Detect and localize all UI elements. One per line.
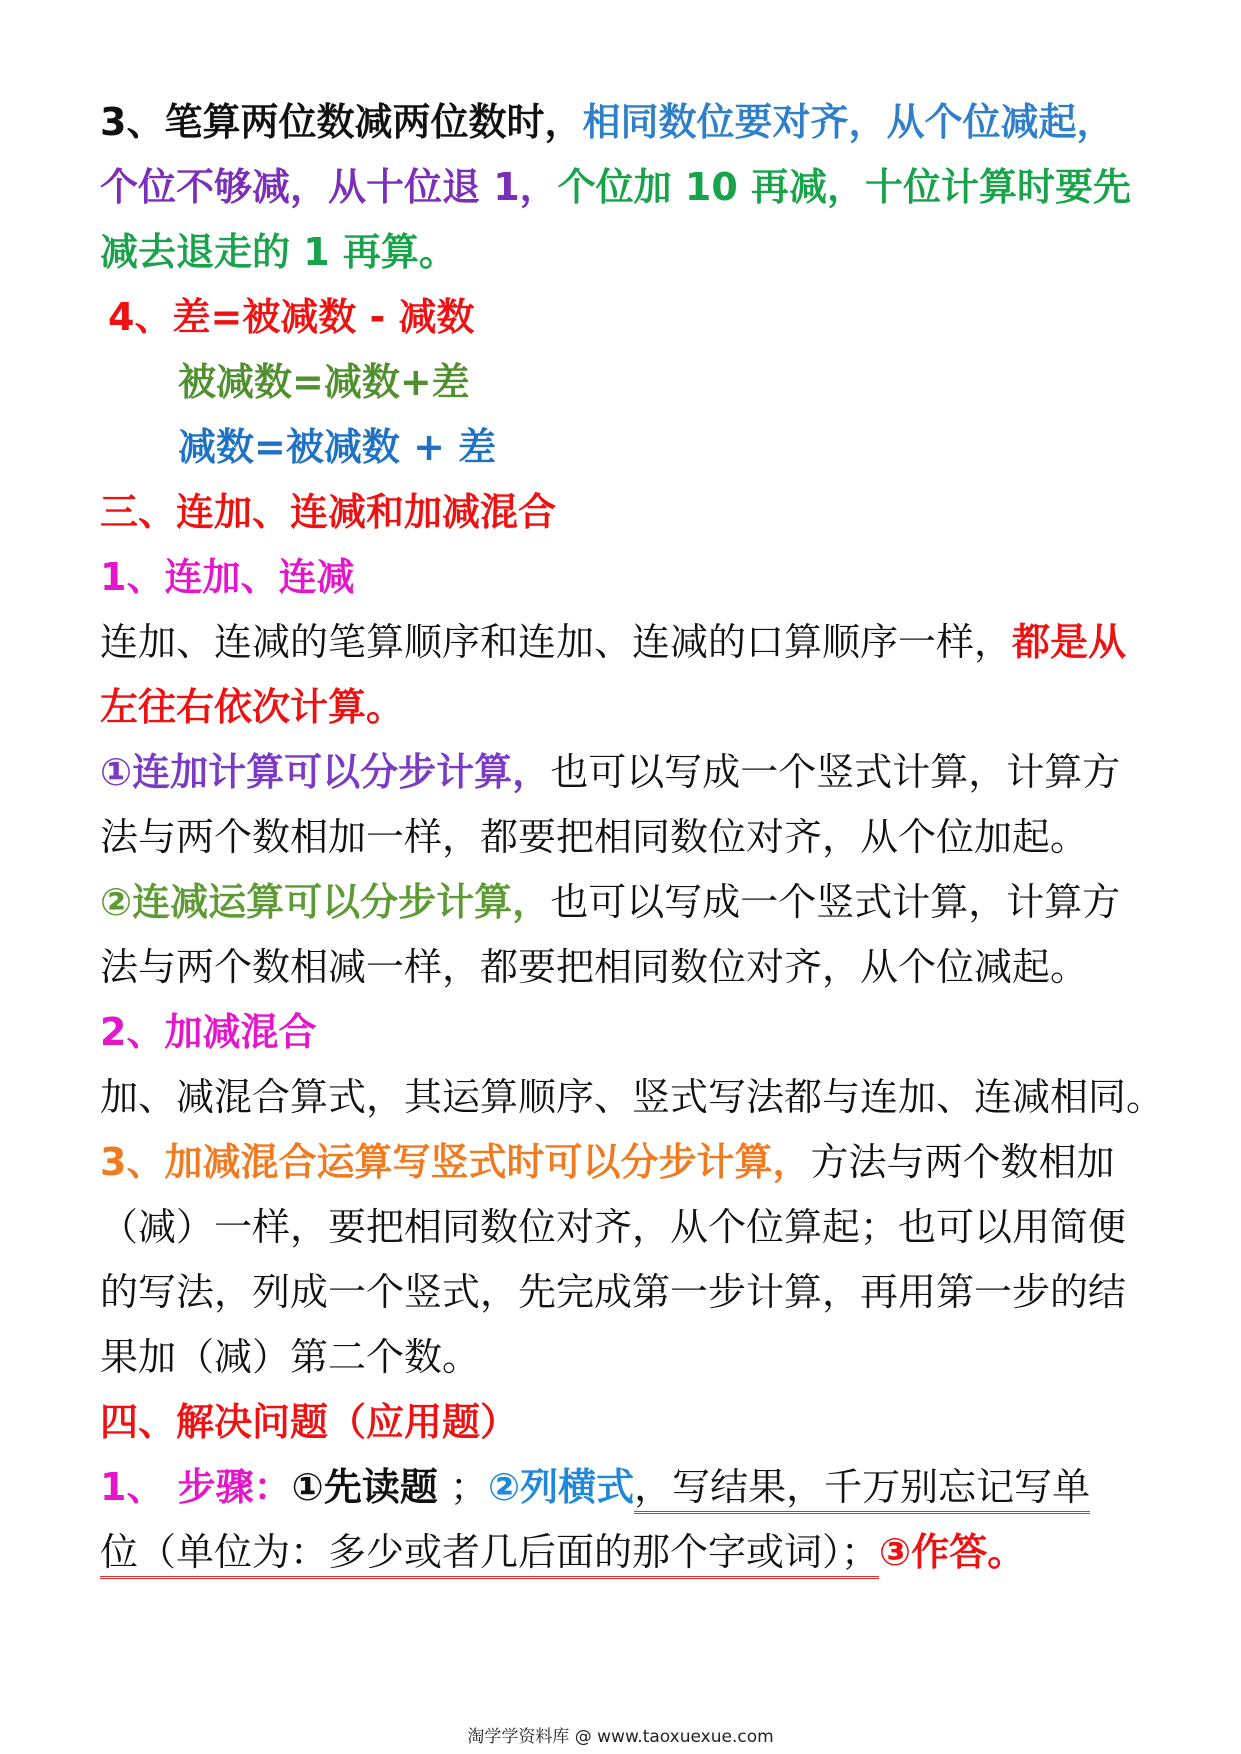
item3-line2: [100, 155, 1150, 220]
p2-line1: [100, 740, 1150, 805]
p1-line1-emphasis: 都是从: [1012, 620, 1127, 664]
p5-line3: 的写法，列成一个竖式，先完成第一步计算，再用第一步的结: [100, 1270, 1127, 1314]
item3-line1-blue: 相同数位要对齐，从个位减起，: [582, 100, 1115, 144]
p2-line2: 法与两个数相加一样，都要把相同数位对齐，从个位加起。: [100, 815, 1089, 859]
p3-line1-text: 也可以写成一个竖式计算，计算方: [550, 880, 1121, 924]
item4-formula2: 减数=被减数 + 差: [178, 425, 497, 469]
p1-line2: 左往右依次计算。: [100, 685, 405, 729]
p5-line2: （减）一样，要把相同数位对齐，从个位算起；也可以用简便: [100, 1205, 1127, 1249]
steps-separator: ；: [437, 1465, 488, 1509]
section-three-sub1-title: 1、连加、连减: [100, 555, 355, 599]
p3-line1-emphasis: ②连减运算可以分步计算，: [100, 880, 551, 924]
section-four-heading: 四、解决问题（应用题）: [100, 1400, 519, 1444]
p2-line1-text: 也可以写成一个竖式计算，计算方: [550, 750, 1121, 794]
section-three-heading: 三、连加、连减和加减混合: [100, 490, 557, 534]
p4-line1: 加、减混合算式，其运算顺序、竖式写法都与连加、连减相同。: [100, 1075, 1165, 1119]
footer-watermark: 淘学学资料库 @ www.taoxuexue.com: [467, 1727, 774, 1747]
p1-line1-text: 连加、连减的笔算顺序和连加、连减的口算顺序一样，: [100, 620, 1013, 664]
item3-line2-green: 个位加 10 再减，十位计算时要先: [557, 165, 1132, 209]
steps-line1: [100, 1455, 1150, 1520]
p3-line1: [100, 870, 1150, 935]
steps-line2-underlined: 位（单位为：多少或者几后面的那个字或词）；: [100, 1530, 879, 1579]
section-three-sub2-title: 2、加减混合: [100, 1010, 317, 1054]
p2-line1-emphasis: ①连加计算可以分步计算，: [100, 750, 551, 794]
item3-line3: 减去退走的 1 再算。: [100, 230, 457, 274]
p3-line2: 法与两个数相减一样，都要把相同数位对齐，从个位减起。: [100, 945, 1089, 989]
step2-rest-underlined: ，写结果，千万别忘记写单: [634, 1465, 1090, 1514]
step1-read: ①先读题: [291, 1465, 438, 1509]
p5-line1-text: 方法与两个数相加: [810, 1140, 1115, 1184]
item3-line1-black: 3、笔算两位数减两位数时，: [100, 100, 583, 144]
item3-line2-purple: 个位不够减，从十位退 1，: [100, 165, 558, 209]
item4-title: 4、差=被减数 - 减数: [108, 295, 475, 339]
p5-line1-emphasis: 3、加减混合运算写竖式时可以分步计算，: [100, 1140, 811, 1184]
step2-equation: ②列横式: [487, 1465, 635, 1509]
document-page: [100, 90, 1165, 1585]
p1-line1: [100, 610, 1150, 675]
steps-label: 1、 步骤：: [100, 1465, 292, 1509]
p5-line4: 果加（减）第二个数。: [100, 1335, 481, 1379]
step3-answer: ③作答。: [879, 1530, 1026, 1574]
steps-line2: [100, 1520, 1150, 1585]
item3-line1: [100, 90, 1150, 155]
p5-line1: [100, 1130, 1150, 1195]
item4-formula1: 被减数=减数+差: [178, 360, 470, 404]
